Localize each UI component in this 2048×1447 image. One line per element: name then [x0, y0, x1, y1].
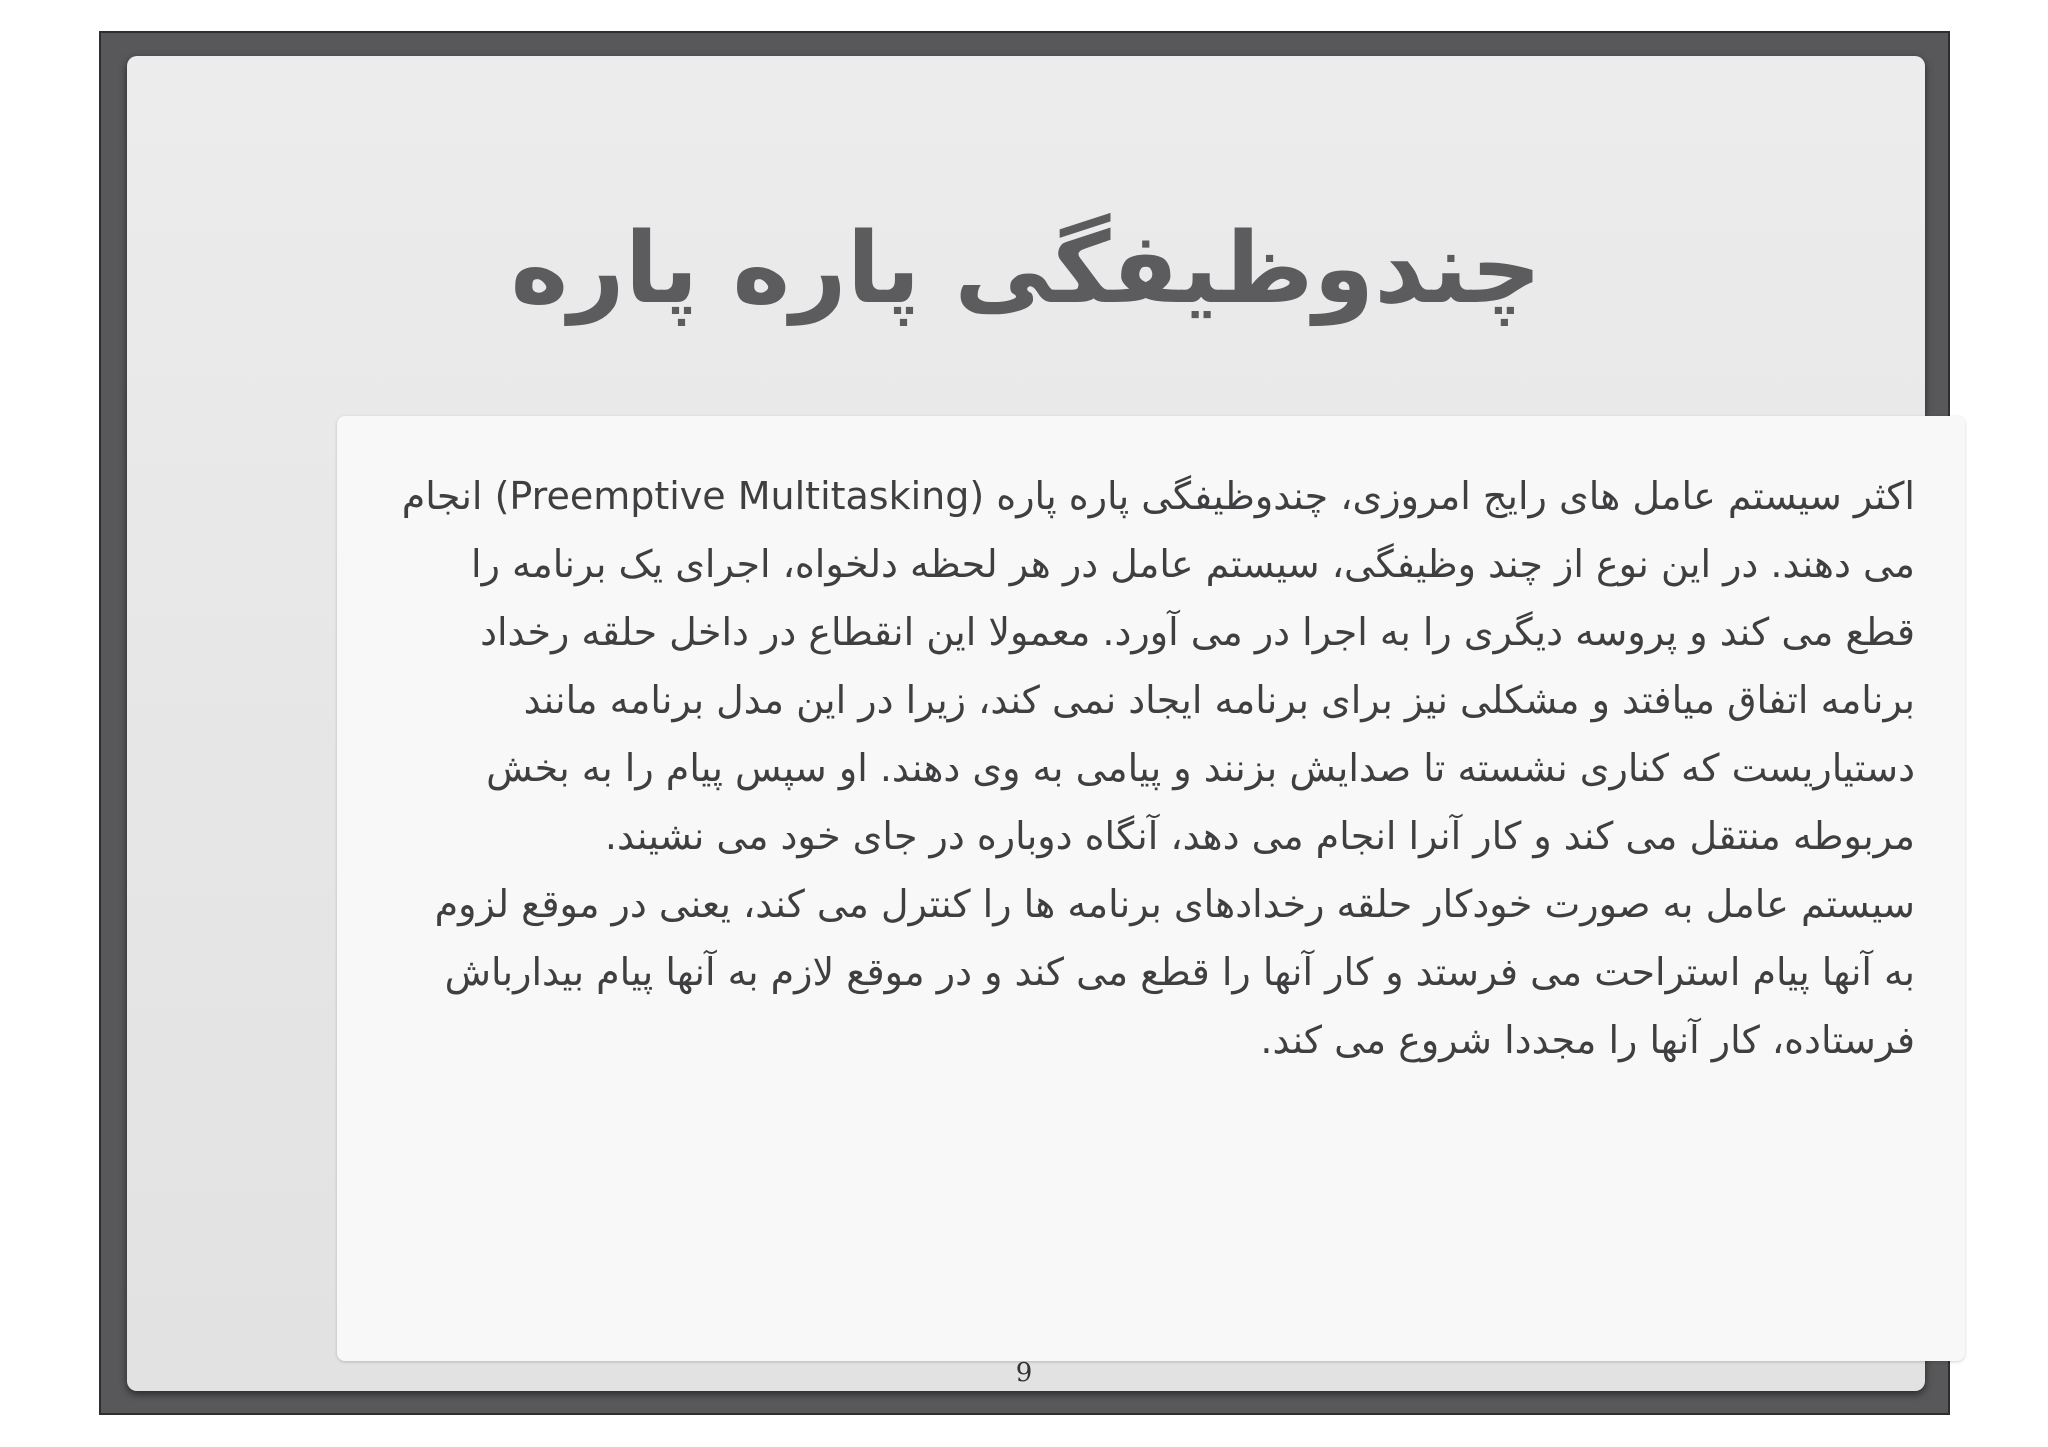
page-number: 9	[1015, 1358, 1033, 1388]
body-paragraph-1: اکثر سیستم عامل های رایج امروزی، چندوظیفگی پاره پاره (Preemptive Multitasking) انجام می دهند. در این نوع از چند وظیفگی، سیستم عامل در هر لحظه دلخواه، اجرای یک برنامه را قطع می کند و پروسه دیگری را به اجرا در می آورد. معمولا این انقطاع در داخل حلقه رخداد برنامه اتفاق میافتد و مشکلی نیز برای برنامه ایجاد نمی کند، زیرا در این مدل برنامه مانند دستیاریست که کناری نشسته تا صدایش بزنند و پیامی به وی دهند. او سپس پیام را به بخش مربوطه منتقل می کند و کار آنرا انجام می دهد، آنگاه دوباره در جای خود می نشیند.	[401, 474, 1915, 858]
slide-title: چندوظیفگی پاره پاره	[510, 212, 1542, 326]
slide	[127, 56, 1925, 1391]
content-box	[337, 416, 1965, 1361]
body-paragraph-2: سیستم عامل به صورت خودکار حلقه رخدادهای برنامه ها را کنترل می کند، یعنی در موقع لزوم به آنها پیام استراحت می فرستد و کار آنها را قطع می کند و در موقع لازم به آنها پیام بیدارباش فرستاده، کار آنها را مجددا شروع می کند.	[434, 882, 1915, 1062]
